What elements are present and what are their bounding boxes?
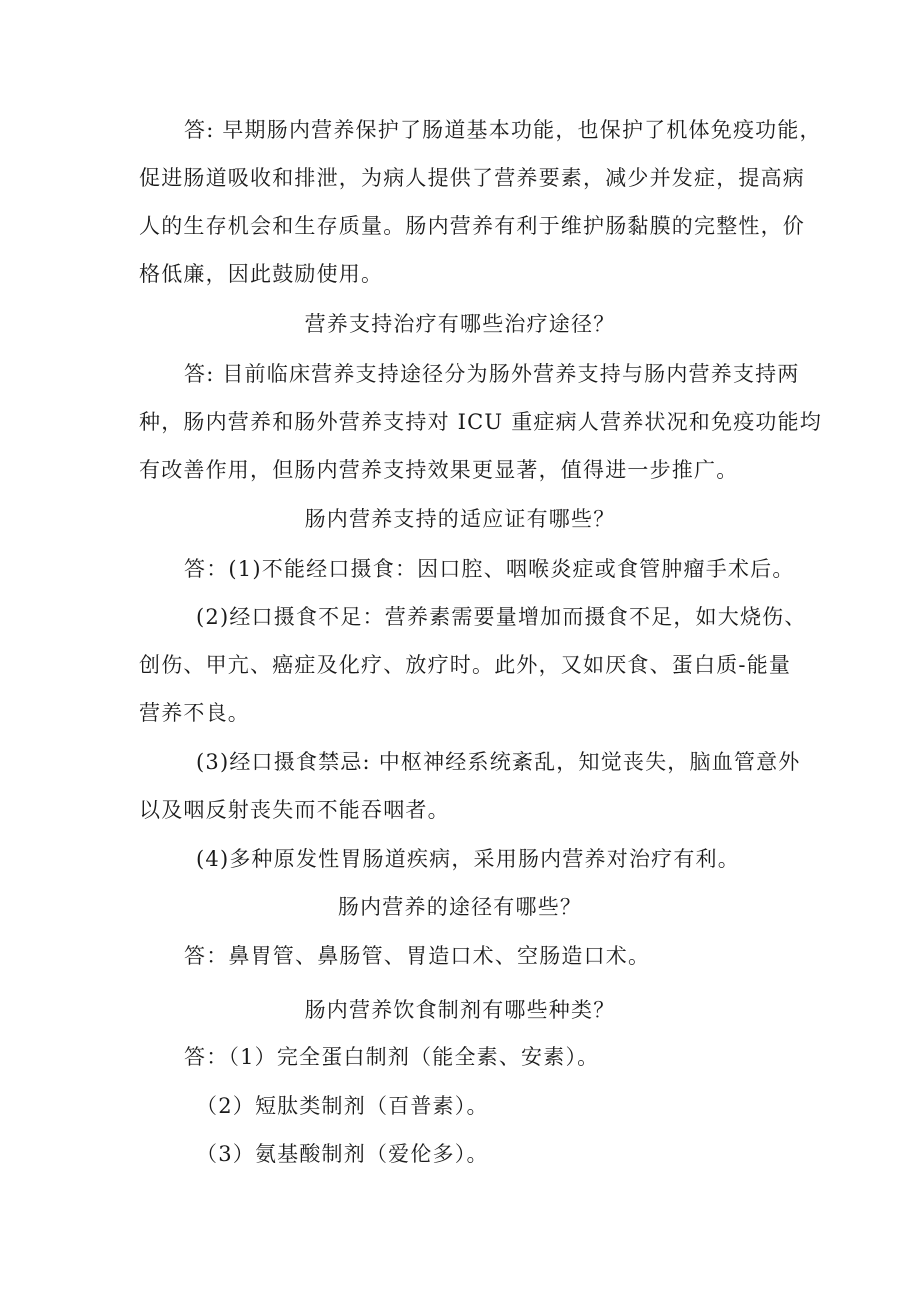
paragraph-line: (3)经口摄食禁忌: 中枢神经系统紊乱，知觉丧失，脑血管意外	[196, 750, 801, 774]
paragraph-line: (2)经口摄食不足：营养素需要量增加而摄食不足，如大烧伤、	[196, 605, 807, 629]
question-heading: 肠内营养支持的适应证有哪些？	[304, 507, 616, 531]
paragraph-line: 有改善作用，但肠内营养支持效果更显著，值得进一步推广。	[139, 458, 739, 482]
question-heading: 肠内营养饮食制剂有哪些种类？	[304, 998, 616, 1022]
paragraph-line: 以及咽反射丧失而不能吞咽者。	[139, 798, 450, 822]
paragraph-line: 种，肠内营养和肠外营养支持对 ICU 重症病人营养状况和免疫功能均	[139, 410, 823, 434]
question-heading: 肠内营养的途径有哪些？	[337, 895, 583, 919]
paragraph-line: （3）氨基酸制剂（爱伦多）。	[196, 1142, 489, 1166]
paragraph-line: 答: 目前临床营养支持途径分为肠外营养支持与肠内营养支持两	[184, 362, 800, 386]
paragraph-line: 答: 早期肠内营养保护了肠道基本功能，也保护了机体免疫功能，	[184, 118, 822, 142]
paragraph-line: 答：（1）完全蛋白制剂（能全素、安素）。	[184, 1045, 600, 1069]
paragraph-line: 答：鼻胃管、鼻肠管、胃造口术、空肠造口术。	[184, 944, 651, 968]
paragraph-line: （2）短肽类制剂（百普素）。	[196, 1094, 489, 1118]
paragraph-line: 促进肠道吸收和排泄，为病人提供了营养要素，减少并发症，提高病	[139, 166, 805, 190]
paragraph-line: 创伤、甲亢、癌症及化疗、放疗时。此外，又如厌食、蛋白质-能量	[139, 653, 792, 677]
paragraph-line: 答：(1)不能经口摄食：因口腔、咽喉炎症或食管肿瘤手术后。	[184, 557, 795, 581]
paragraph-line: 格低廉，因此鼓励使用。	[139, 262, 384, 286]
paragraph-line: 营养不良。	[139, 701, 250, 725]
paragraph-line: 人的生存机会和生存质量。肠内营养有利于维护肠黏膜的完整性，价	[139, 214, 805, 238]
question-heading: 营养支持治疗有哪些治疗途径？	[304, 312, 616, 336]
paragraph-line: (4)多种原发性胃肠道疾病，采用肠内营养对治疗有利。	[196, 847, 740, 871]
